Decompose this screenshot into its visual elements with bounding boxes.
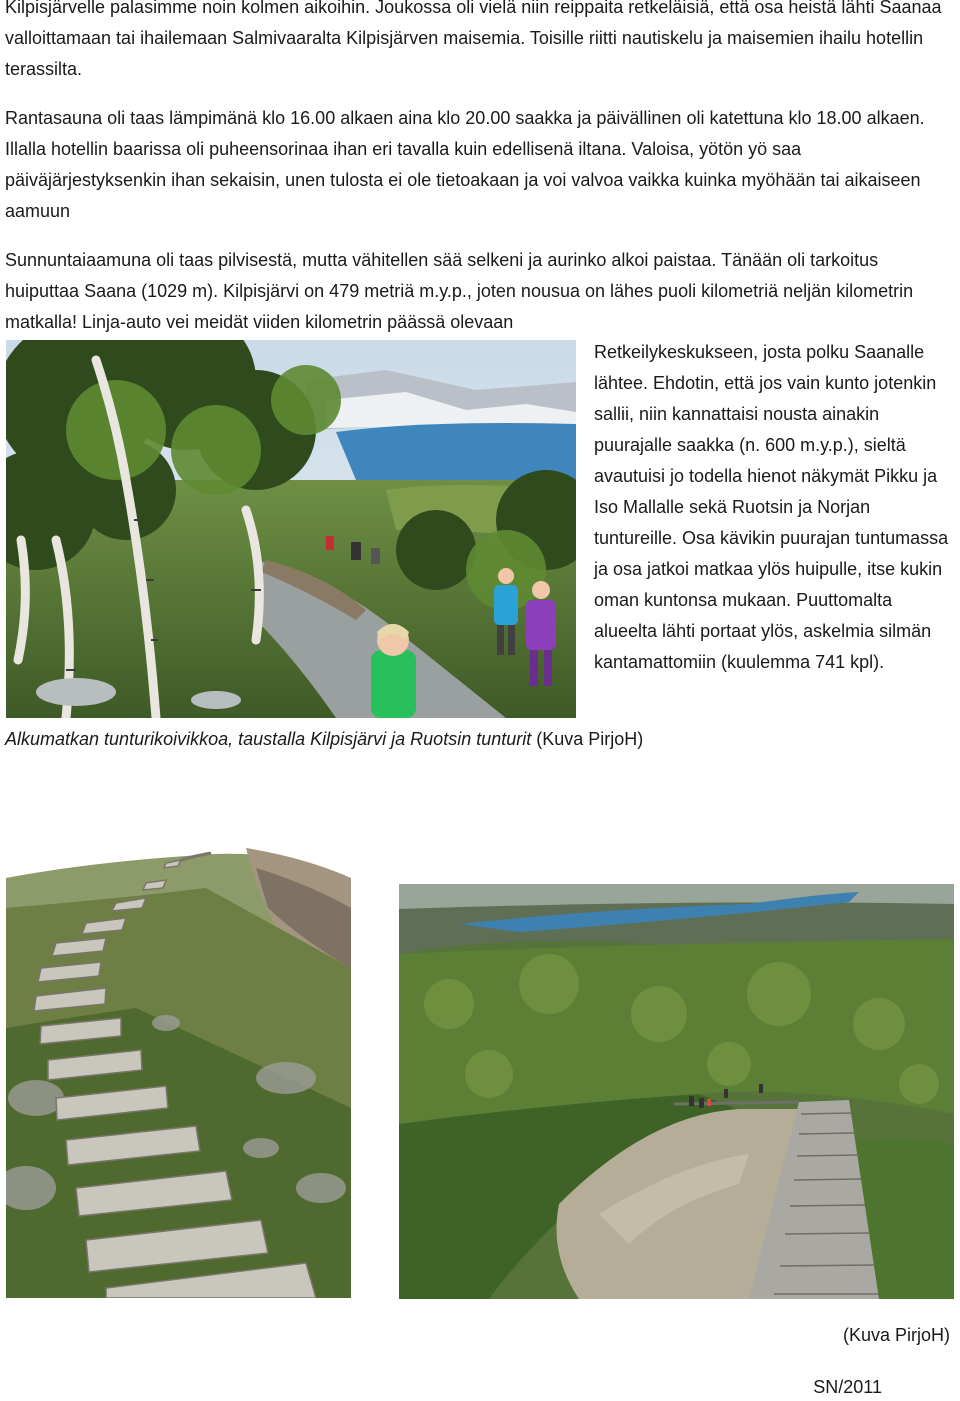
valley-view-stairs-photo	[399, 884, 954, 1299]
paragraph-sauna: Rantasauna oli taas lämpimänä klo 16.00 alkaen aina klo 20.00 saakka ja päivällinen oli katettuna klo 18.00 alkaen. Illalla hotellin baarissa oli puheensorinaa ihan eri tavalla kuin edellisenä iltana. Valoisa, yötön yö saa päiväjärjestyksenkin ihan sekaisin, unen tulosta ei ole tietoakaan ja voi valvoa vaikka kuinka myöhään tai aikaiseen aamuun	[5, 108, 925, 221]
paragraph-return: Kilpisjärvelle palasimme noin kolmen aikoihin. Joukossa oli vielä niin reippaita retkeläisiä, että osa heistä lähti Saanaa valloittamaan tai ihailemaan Salmivaaralta Kilpisjärven maisemia. Toisille riitti nautiskelu ja maisemien ihailu hotellin terassilta.	[5, 0, 942, 79]
paragraph-saana-climb-continued: Retkeilykeskukseen, josta polku Saanalle lähtee. Ehdotin, että jos vain kunto jotenkin sallii, niin kannattaisi nousta ainakin puurajalle saakka (n. 600 m.y.p.), sieltä avautuisi jo todella hienot näkymät Pikku ja Iso Mallalle sekä Ruotsin ja Norjan tuntureille. Osa kävikin puurajan tuntumassa ja osa jatkoi matkaa ylös huipulle, itse kukin oman kuntonsa mukaan. Puuttomalta alueelta lähti portaat ylös, askelmia silmän kantamattomiin (kuulemma 741 kpl).	[594, 342, 949, 672]
author-signature: SN/2011	[813, 1377, 882, 1397]
wooden-staircase-photo	[6, 848, 351, 1298]
caption-text: Alkumatkan tunturikoivikkoa, taustalla Kilpisjärvi ja Ruotsin tunturit	[5, 729, 532, 749]
caption-credit: (Kuva PirjoH)	[531, 729, 644, 749]
birch-forest-hikers-photo	[6, 340, 576, 718]
photo-caption	[5, 724, 955, 755]
photo-credit: (Kuva PirjoH)	[842, 1325, 950, 1345]
paragraph-saana-climb: Sunnuntaiaamuna oli taas pilvisestä, mutta vähitellen sää selkeni ja aurinko alkoi paistaa. Tänään oli tarkoitus huiputtaa Saana (1029 m). Kilpisjärvi on 479 metriä m.y.p., joten nousua on lähes puoli kilometriä neljän kilometrin matkalla! Linja-auto vei meidät viiden kilometrin päässä olevaan	[5, 250, 914, 332]
